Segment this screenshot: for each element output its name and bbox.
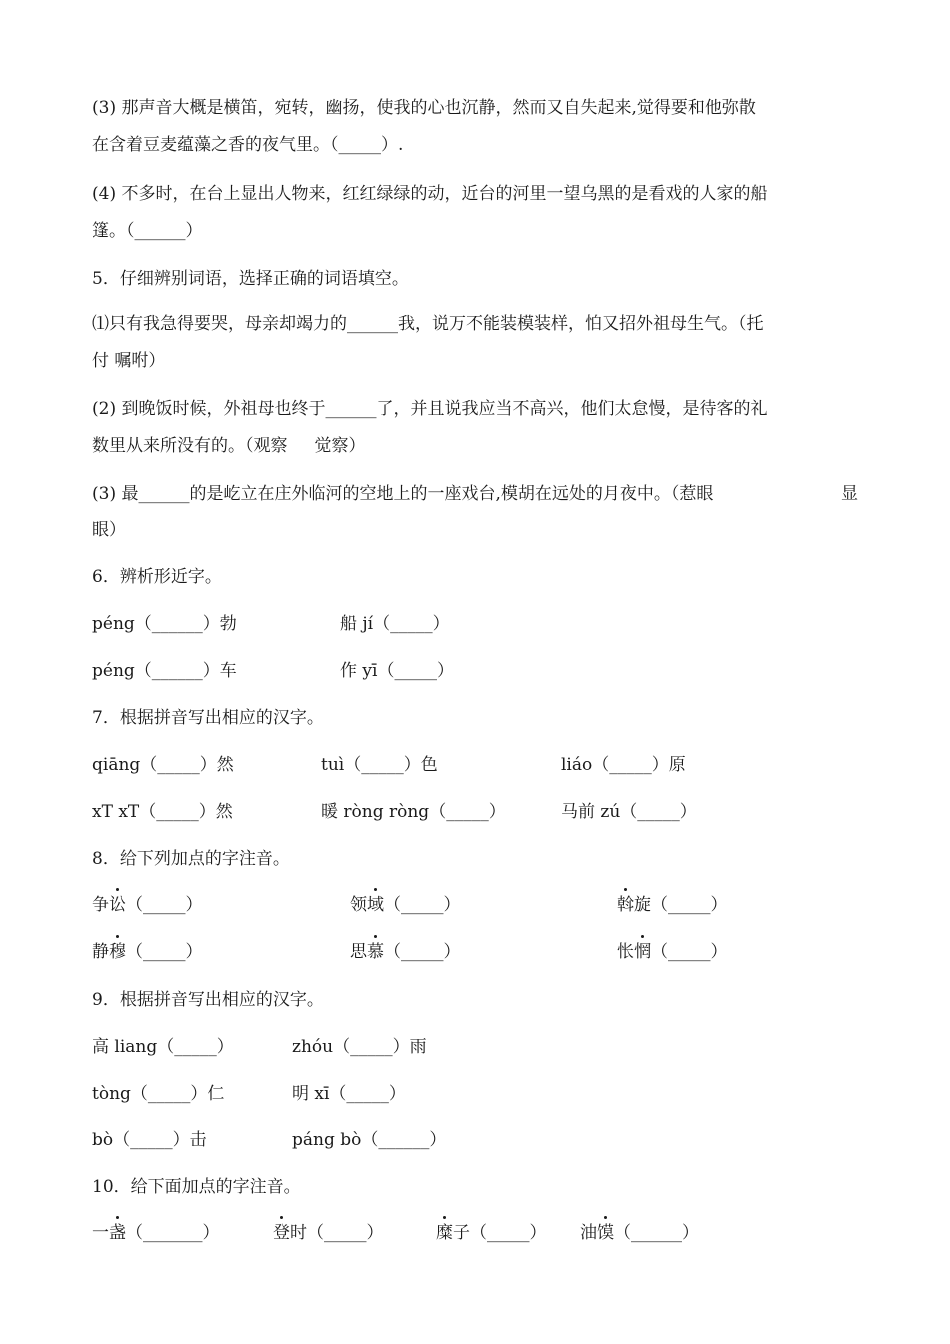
q10-item xyxy=(92,1222,220,1244)
q6-title: 6．辨析形近字。 xyxy=(92,567,222,587)
q8-item-post: （_____） xyxy=(126,942,203,962)
q10-dotted-char: 盏 xyxy=(109,1223,126,1243)
q7-cell: 马前 zú（_____） xyxy=(561,802,697,822)
q5-item2-line2: 数里从来所没有的。（观察 觉察） xyxy=(92,436,366,456)
q7-cell: tuì（_____）色 xyxy=(321,755,438,775)
q9-cell: zhóu（_____）雨 xyxy=(292,1037,427,1057)
q6-cell: péng（______）车 xyxy=(92,661,237,681)
q5-item3-line1-tail: 显 xyxy=(841,484,858,504)
q7-cell: liáo（_____）原 xyxy=(561,755,686,775)
q9-cell: tòng（_____）仁 xyxy=(92,1084,225,1104)
q5-item2-line1: (2) 到晚饭时候，外祖母也终于______了，并且说我应当不高兴，他们太怠慢，是待客的礼 xyxy=(92,399,768,419)
q8-title: 8．给下列加点的字注音。 xyxy=(92,849,290,869)
q9-title: 9．根据拼音写出相应的汉字。 xyxy=(92,990,324,1010)
q10-title: 10．给下面加点的字注音。 xyxy=(92,1177,301,1197)
q8-item xyxy=(92,894,203,916)
q7-cell: qiāng（_____）然 xyxy=(92,755,234,775)
q7-title: 7．根据拼音写出相应的汉字。 xyxy=(92,708,324,728)
q8-item-pre: 思 xyxy=(350,942,367,962)
q4-item3-line1: (3) 那声音大概是横笛，宛转，幽扬，使我的心也沉静，然而又自失起来,觉得要和他弥散 xyxy=(92,98,756,118)
q10-item xyxy=(436,1222,547,1244)
q8-item xyxy=(617,894,728,916)
q8-item xyxy=(92,941,203,963)
q8-item-pre: 静 xyxy=(92,942,109,962)
q4-item3-line2: 在含着豆麦蕴藻之香的夜气里。（_____）. xyxy=(92,135,404,155)
q5-item3-line1: (3) 最______的是屹立在庄外临河的空地上的一座戏台,模胡在远处的月夜中。（惹眼 xyxy=(92,484,714,504)
q8-dotted-char: 域 xyxy=(367,895,384,915)
q10-dotted-char: 登 xyxy=(273,1223,290,1243)
q8-item-post: （_____） xyxy=(651,942,728,962)
q10-item-post: （______） xyxy=(614,1223,699,1243)
q8-item-post: （_____） xyxy=(384,942,461,962)
q7-cell: 暖 ròng ròng（_____） xyxy=(321,802,506,822)
q8-dotted-char: 慕 xyxy=(367,942,384,962)
q8-dotted-char: 讼 xyxy=(109,895,126,915)
q6-cell: 船 jí（_____） xyxy=(340,614,450,634)
q8-item-pre: 怅 xyxy=(617,942,634,962)
q6-cell: 作 yī（_____） xyxy=(340,661,454,681)
q10-dotted-char: 馍 xyxy=(597,1223,614,1243)
q10-item-pre: 油 xyxy=(580,1223,597,1243)
q10-dotted-char: 糜 xyxy=(436,1223,453,1243)
q10-item xyxy=(273,1222,384,1244)
q5-item3-line2: 眼） xyxy=(92,520,126,540)
q8-dotted-char: 穆 xyxy=(109,942,126,962)
q7-cell: xT xT（_____）然 xyxy=(92,802,233,822)
q6-cell: péng（______）勃 xyxy=(92,614,237,634)
q8-item xyxy=(617,941,728,963)
q5-item1-line2: 付 嘱咐） xyxy=(92,351,166,371)
q10-item-post: 子（_____） xyxy=(453,1223,547,1243)
q9-cell: 高 liang（_____） xyxy=(92,1037,234,1057)
q4-item4-line2: 篷。（______） xyxy=(92,221,203,241)
q9-cell: 明 xī（_____） xyxy=(292,1084,406,1104)
q8-item-post: （_____） xyxy=(384,895,461,915)
q9-cell: bò（_____）击 xyxy=(92,1130,207,1150)
q10-item-post: （_______） xyxy=(126,1223,220,1243)
q4-item4-line1: (4) 不多时，在台上显出人物来，红红绿绿的动，近台的河里一望乌黑的是看戏的人家的船 xyxy=(92,184,768,204)
q8-dotted-char: 惘 xyxy=(634,942,651,962)
q8-item xyxy=(350,894,461,916)
q10-item-post: 时（_____） xyxy=(290,1223,384,1243)
q5-item1-line1: ⑴只有我急得要哭，母亲却竭力的______我，说万不能装模装样，怕又招外祖母生气。（托 xyxy=(92,314,764,334)
q5-title: 5．仔细辨别词语，选择正确的词语填空。 xyxy=(92,269,409,289)
q8-item-pre: 领 xyxy=(350,895,367,915)
q9-cell: páng bò（______） xyxy=(292,1130,447,1150)
q8-item-post: （_____） xyxy=(126,895,203,915)
q10-item-pre: 一 xyxy=(92,1223,109,1243)
q8-item-post: 旋（_____） xyxy=(634,895,728,915)
q8-item xyxy=(350,941,461,963)
q10-item xyxy=(580,1222,699,1244)
q8-item-pre: 争 xyxy=(92,895,109,915)
q8-dotted-char: 斡 xyxy=(617,895,634,915)
